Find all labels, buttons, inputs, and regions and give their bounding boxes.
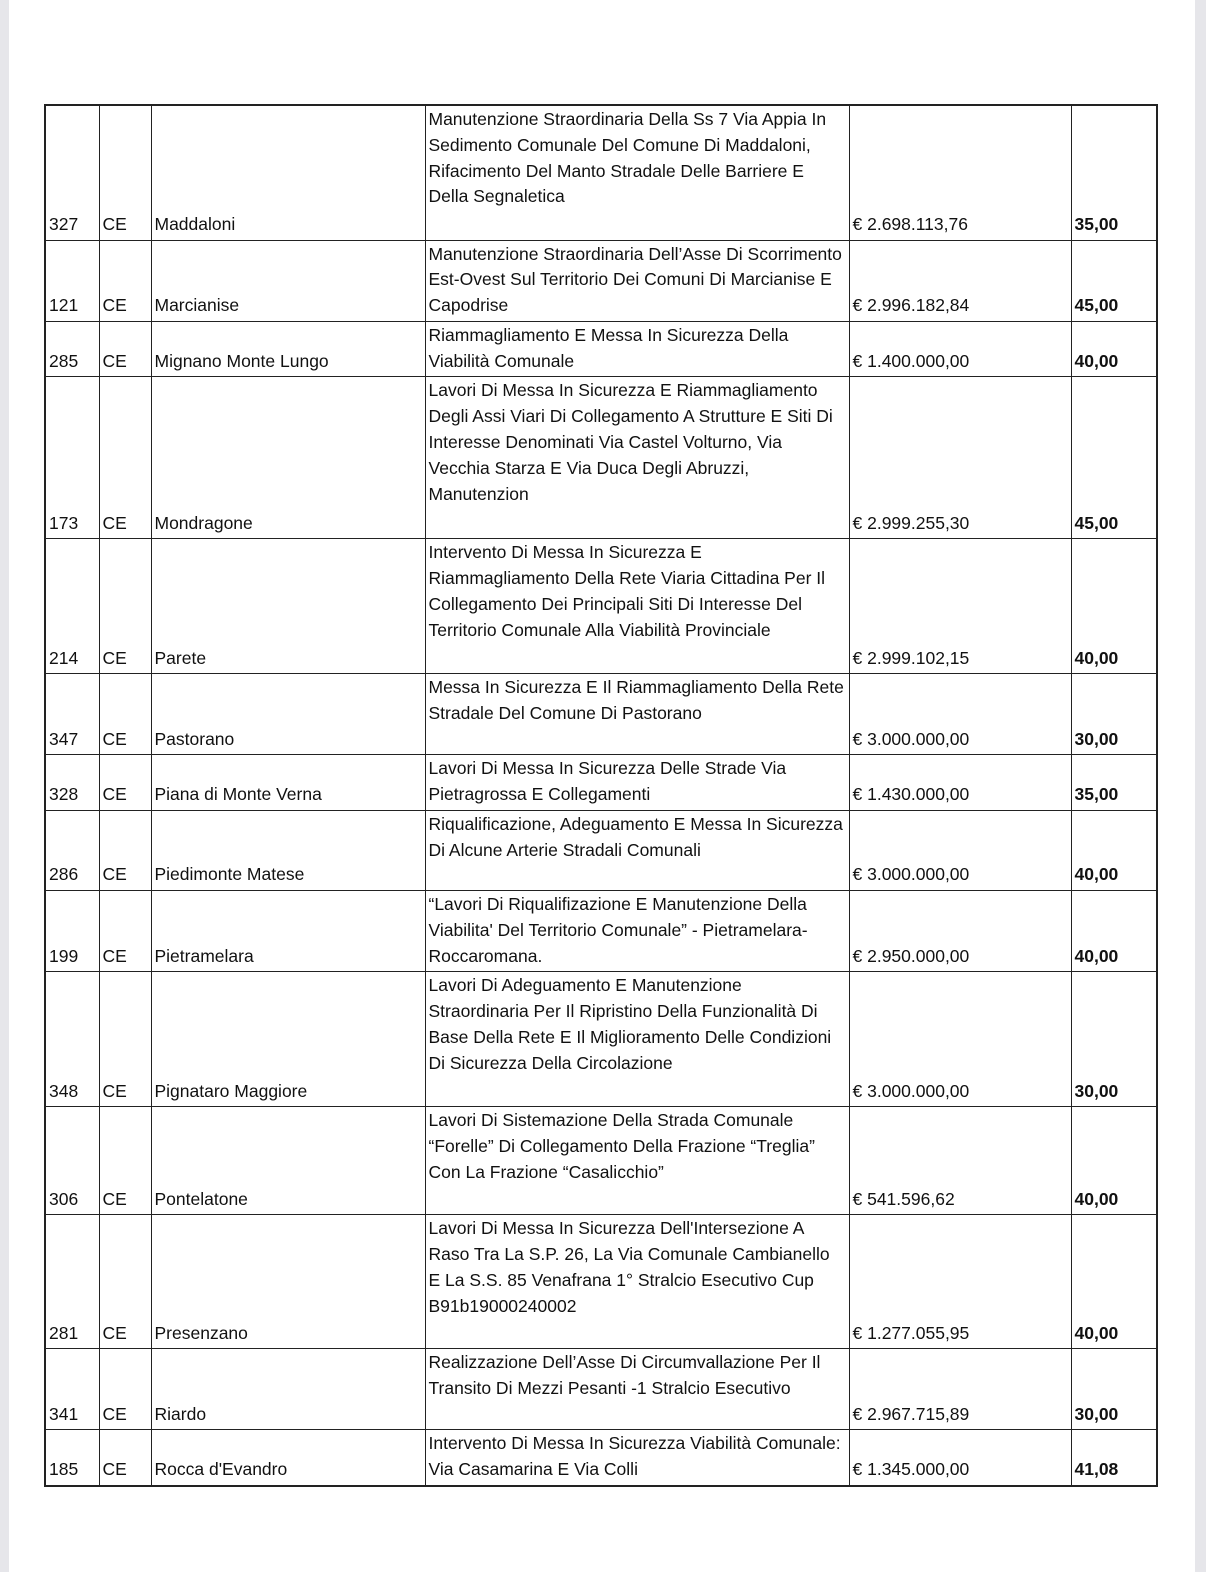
project-id-cell: 327 [45, 105, 99, 240]
table-row [45, 891, 1157, 972]
province-cell: CE [99, 539, 151, 674]
description-text: Lavori Di Sistemazione Della Strada Comunale “Forelle” Di Collegamento Della Frazione “Treglia” Con La Frazione “Casalicchio” [428, 1110, 815, 1183]
description-text: Intervento Di Messa In Sicurezza E Riammagliamento Della Rete Viaria Cittadina Per Il Collegamento Dei Principali Siti Di Interesse Del Territorio Comunale Alla Viabilità Provinciale [428, 542, 826, 640]
table-row [45, 240, 1157, 321]
table-row [45, 755, 1157, 811]
project-id-cell: 348 [45, 972, 99, 1107]
municipality-cell: Mignano Monte Lungo [151, 321, 425, 377]
description-cell [425, 1107, 849, 1215]
province-cell: CE [99, 755, 151, 811]
province-cell: CE [99, 105, 151, 240]
description-cell [425, 1430, 849, 1486]
description-text: Lavori Di Messa In Sicurezza Dell'Intersezione A Raso Tra La S.P. 26, La Via Comunale Cambianello E La S.S. 85 Venafrana 1° Stralcio Esecutivo Cup B91b19000240002 [428, 1218, 830, 1316]
amount-cell: € 2.967.715,89 [849, 1349, 1071, 1430]
score-cell: 40,00 [1071, 321, 1157, 377]
municipality-cell: Mondragone [151, 377, 425, 539]
amount-cell: € 1.430.000,00 [849, 755, 1071, 811]
description-cell [425, 321, 849, 377]
description-cell [425, 755, 849, 811]
score-cell: 40,00 [1071, 539, 1157, 674]
project-id-cell: 214 [45, 539, 99, 674]
description-text: Manutenzione Straordinaria Della Ss 7 Via Appia In Sedimento Comunale Del Comune Di Maddaloni, Rifacimento Del Manto Stradale Delle Barriere E Della Segnaletica [428, 109, 827, 207]
description-text: Manutenzione Straordinaria Dell’Asse Di Scorrimento Est-Ovest Sul Territorio Dei Comuni Di Marcianise E Capodrise [428, 243, 842, 316]
project-id-cell: 185 [45, 1430, 99, 1486]
table-row [45, 1349, 1157, 1430]
municipality-cell: Pignataro Maggiore [151, 972, 425, 1107]
municipality-cell: Maddaloni [151, 105, 425, 240]
score-cell: 40,00 [1071, 1107, 1157, 1215]
amount-cell: € 3.000.000,00 [849, 674, 1071, 755]
description-text: Intervento Di Messa In Sicurezza Viabilità Comunale: Via Casamarina E Via Colli [428, 1433, 841, 1480]
municipality-cell: Piana di Monte Verna [151, 755, 425, 811]
province-cell: CE [99, 321, 151, 377]
description-cell [425, 539, 849, 674]
project-id-cell: 281 [45, 1215, 99, 1349]
province-cell: CE [99, 1430, 151, 1486]
province-cell: CE [99, 1349, 151, 1430]
amount-cell: € 2.999.102,15 [849, 539, 1071, 674]
description-text: Riammagliamento E Messa In Sicurezza Della Viabilità Comunale [428, 324, 789, 371]
amount-cell: € 2.950.000,00 [849, 891, 1071, 972]
document-page [9, 0, 1195, 1572]
province-cell: CE [99, 972, 151, 1107]
description-cell [425, 240, 849, 321]
description-cell [425, 1349, 849, 1430]
table-row [45, 539, 1157, 674]
municipality-cell: Riardo [151, 1349, 425, 1430]
municipality-cell: Parete [151, 539, 425, 674]
description-cell [425, 105, 849, 240]
municipality-cell: Marcianise [151, 240, 425, 321]
amount-cell: € 3.000.000,00 [849, 972, 1071, 1107]
municipality-cell: Pastorano [151, 674, 425, 755]
description-cell [425, 1215, 849, 1349]
province-cell: CE [99, 674, 151, 755]
description-cell [425, 972, 849, 1107]
project-id-cell: 347 [45, 674, 99, 755]
amount-cell: € 2.698.113,76 [849, 105, 1071, 240]
description-text: Lavori Di Messa In Sicurezza E Riammagliamento Degli Assi Viari Di Collegamento A Strutture E Siti Di Interesse Denominati Via Castel Volturno, Via Vecchia Starza E Via Duca Degli Abruzzi, Manutenzion [428, 380, 833, 504]
score-cell: 45,00 [1071, 377, 1157, 539]
score-cell: 35,00 [1071, 755, 1157, 811]
table-row [45, 674, 1157, 755]
municipality-cell: Rocca d'Evandro [151, 1430, 425, 1486]
score-cell: 40,00 [1071, 1215, 1157, 1349]
project-id-cell: 285 [45, 321, 99, 377]
score-cell: 30,00 [1071, 972, 1157, 1107]
description-cell [425, 811, 849, 891]
province-cell: CE [99, 891, 151, 972]
description-text: “Lavori Di Riqualifizazione E Manutenzione Della Viabilita' Del Territorio Comunale” - Pietramelara-Roccaromana. [428, 894, 808, 966]
table-row [45, 377, 1157, 539]
table-row [45, 1215, 1157, 1349]
score-cell: 40,00 [1071, 811, 1157, 891]
amount-cell: € 2.999.255,30 [849, 377, 1071, 539]
description-text: Realizzazione Dell’Asse Di Circumvallazione Per Il Transito Di Mezzi Pesanti -1 Stralcio Esecutivo [428, 1352, 821, 1399]
project-id-cell: 199 [45, 891, 99, 972]
amount-cell: € 1.345.000,00 [849, 1430, 1071, 1486]
description-text: Lavori Di Messa In Sicurezza Delle Strade Via Pietragrossa E Collegamenti [428, 758, 787, 805]
municipality-cell: Piedimonte Matese [151, 811, 425, 891]
description-text: Riqualificazione, Adeguamento E Messa In Sicurezza Di Alcune Arterie Stradali Comunali [428, 814, 843, 860]
description-text: Messa In Sicurezza E Il Riammagliamento Della Rete Stradale Del Comune Di Pastorano [428, 677, 844, 724]
project-id-cell: 341 [45, 1349, 99, 1430]
municipality-cell: Presenzano [151, 1215, 425, 1349]
score-cell: 40,00 [1071, 891, 1157, 972]
amount-cell: € 1.400.000,00 [849, 321, 1071, 377]
description-cell [425, 377, 849, 539]
description-cell [425, 674, 849, 755]
project-id-cell: 121 [45, 240, 99, 321]
province-cell: CE [99, 1107, 151, 1215]
description-cell [425, 891, 849, 972]
score-cell: 30,00 [1071, 1349, 1157, 1430]
funding-table [44, 104, 1158, 1487]
province-cell: CE [99, 1215, 151, 1349]
table-row [45, 1107, 1157, 1215]
table-row [45, 321, 1157, 377]
province-cell: CE [99, 240, 151, 321]
project-id-cell: 328 [45, 755, 99, 811]
table-row [45, 972, 1157, 1107]
amount-cell: € 3.000.000,00 [849, 811, 1071, 891]
table-body [45, 105, 1157, 1486]
project-id-cell: 306 [45, 1107, 99, 1215]
municipality-cell: Pietramelara [151, 891, 425, 972]
amount-cell: € 2.996.182,84 [849, 240, 1071, 321]
project-id-cell: 173 [45, 377, 99, 539]
table-row [45, 811, 1157, 891]
score-cell: 35,00 [1071, 105, 1157, 240]
table-row [45, 105, 1157, 240]
project-id-cell: 286 [45, 811, 99, 891]
municipality-cell: Pontelatone [151, 1107, 425, 1215]
score-cell: 30,00 [1071, 674, 1157, 755]
table-row [45, 1430, 1157, 1486]
score-cell: 45,00 [1071, 240, 1157, 321]
amount-cell: € 1.277.055,95 [849, 1215, 1071, 1349]
province-cell: CE [99, 377, 151, 539]
description-text: Lavori Di Adeguamento E Manutenzione Straordinaria Per Il Ripristino Della Funzionalità Di Base Della Rete E Il Miglioramento Delle Condizioni Di Sicurezza Della Circolazione [428, 975, 832, 1073]
score-cell: 41,08 [1071, 1430, 1157, 1486]
amount-cell: € 541.596,62 [849, 1107, 1071, 1215]
province-cell: CE [99, 811, 151, 891]
